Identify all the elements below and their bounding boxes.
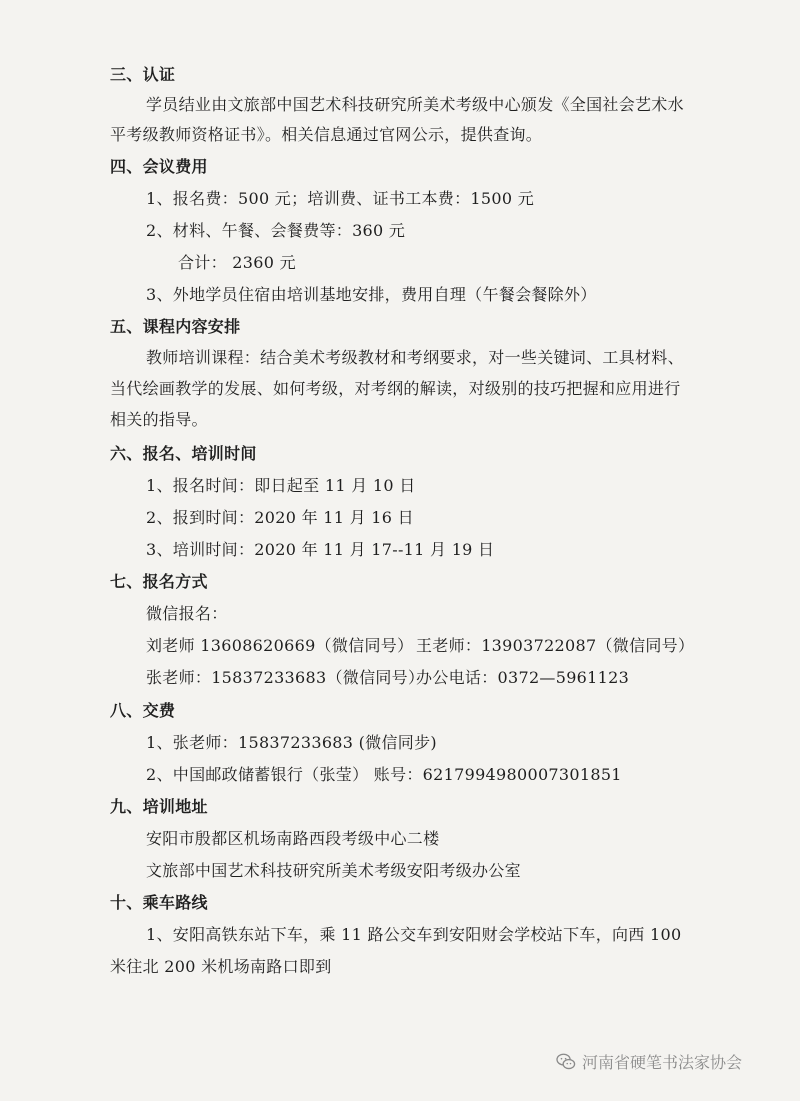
contact-liu: 刘老师 13608620669（微信同号） [146,636,414,655]
signup-method: 微信报名： [146,604,228,623]
section-5-para-2: 当代绘画教学的发展、如何考级，对考纲的解读，对级别的技巧把握和应用进行 [110,379,681,398]
fee-item-1: 1、报名费：500 元；培训费、证书工本费：1500 元 [146,189,535,208]
fee-item-3: 3、外地学员住宿由培训基地安排，费用自理（午餐会餐除外） [146,285,597,304]
section-9-title: 九、培训地址 [110,797,208,816]
watermark-text: 河南省硬笔书法家协会 [582,1053,743,1072]
fee-item-2: 2、材料、午餐、会餐费等：360 元 [146,221,406,240]
route-para-2: 米往北 200 米机场南路口即到 [110,957,332,976]
time-item-3: 3、培训时间：2020 年 11 月 17--11 月 19 日 [146,540,495,559]
section-3-title: 三、认证 [110,65,176,84]
route-para-1: 1、安阳高铁东站下车，乘 11 路公交车到安阳财会学校站下车，向西 100 [146,925,682,944]
section-5-para-3: 相关的指导。 [110,410,208,429]
section-10-title: 十、乘车路线 [110,893,208,912]
section-6-title: 六、报名、培训时间 [110,444,257,463]
address-line-1: 安阳市殷都区机场南路西段考级中心二楼 [146,829,440,848]
wechat-icon [556,1053,576,1071]
watermark [556,1050,742,1073]
section-3-para-1: 学员结业由文旅部中国艺术科技研究所美术考级中心颁发《全国社会艺术水 [146,95,684,114]
time-item-1: 1、报名时间：即日起至 11 月 10 日 [146,476,416,495]
section-7-title: 七、报名方式 [110,572,208,591]
payment-item-1: 1、张老师：15837233683 (微信同步) [146,733,437,752]
section-5-title: 五、课程内容安排 [110,317,241,336]
payment-item-2: 2、中国邮政储蓄银行（张莹） 账号：6217994980007301851 [146,765,622,784]
contact-wang: 王老师：13903722087（微信同号） [416,636,695,655]
section-8-title: 八、交费 [110,701,176,720]
office-phone: 办公电话：0372—5961123 [416,668,630,687]
section-5-para-1: 教师培训课程：结合美术考级教材和考纲要求，对一些关键词、工具材料、 [146,348,684,367]
contact-zhang: 张老师：15837233683（微信同号） [146,668,425,687]
section-4-title: 四、会议费用 [110,157,208,176]
address-line-2: 文旅部中国艺术科技研究所美术考级安阳考级办公室 [146,861,521,880]
time-item-2: 2、报到时间：2020 年 11 月 16 日 [146,508,414,527]
section-3-para-2: 平考级教师资格证书》。相关信息通过官网公示，提供查询。 [110,125,543,144]
fee-total: 合计： 2360 元 [178,253,296,272]
